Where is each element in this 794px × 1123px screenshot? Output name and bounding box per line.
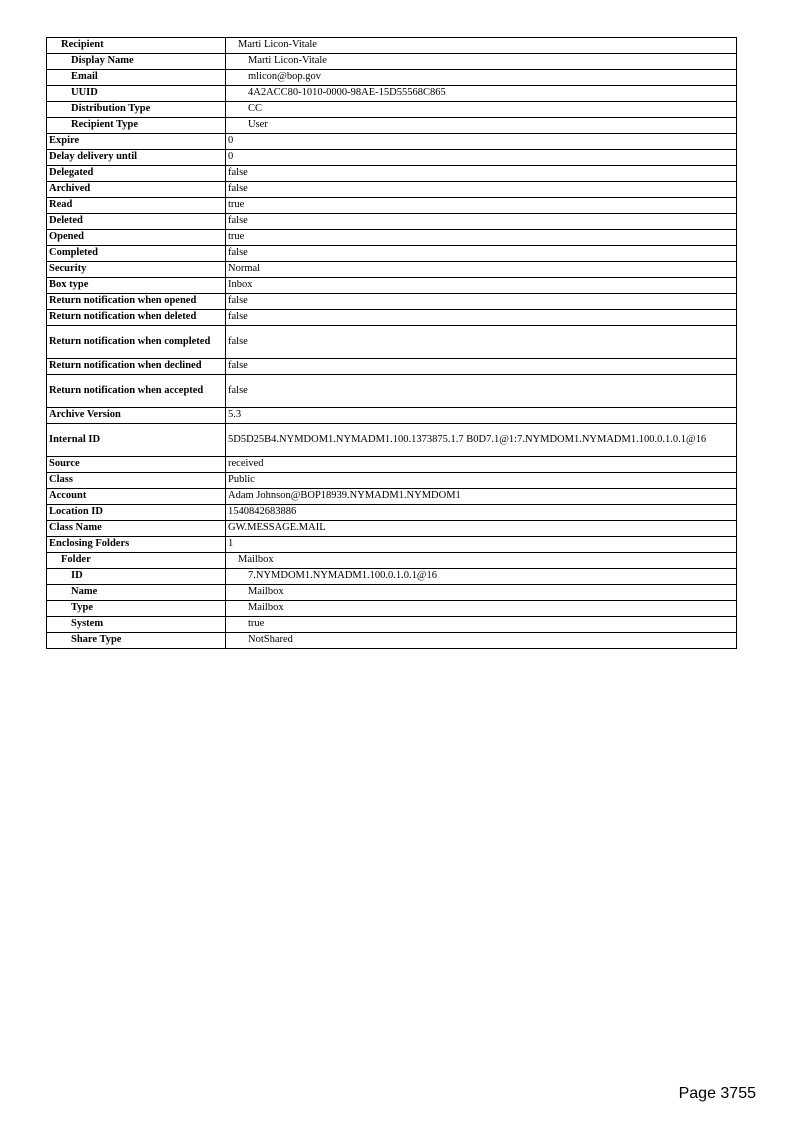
row-value: true — [226, 198, 737, 214]
row-value: 1540842683886 — [226, 505, 737, 521]
row-value: 0 — [226, 150, 737, 166]
table-row — [47, 537, 737, 553]
row-value: 5D5D25B4.NYMDOM1.NYMADM1.100.1373875.1.7 B0D7.1@1:7.NYMDOM1.NYMADM1.100.0.1.0.1@16 — [226, 424, 737, 457]
row-label: Recipient — [47, 38, 226, 54]
row-value: Mailbox — [226, 601, 737, 617]
row-value: false — [226, 310, 737, 326]
row-value: false — [226, 182, 737, 198]
row-value: false — [226, 359, 737, 375]
table-row — [47, 553, 737, 569]
row-label: Share Type — [47, 633, 226, 649]
row-label: Expire — [47, 134, 226, 150]
properties-table — [46, 37, 737, 649]
row-label: Box type — [47, 278, 226, 294]
row-value: false — [226, 326, 737, 359]
table-row — [47, 473, 737, 489]
row-label: Opened — [47, 230, 226, 246]
row-value: Mailbox — [226, 553, 737, 569]
table-row — [47, 294, 737, 310]
row-label: Deleted — [47, 214, 226, 230]
table-row — [47, 617, 737, 633]
table-row — [47, 86, 737, 102]
row-label: Folder — [47, 553, 226, 569]
table-row — [47, 569, 737, 585]
table-row — [47, 198, 737, 214]
row-value: 4A2ACC80-1010-0000-98AE-15D55568C865 — [226, 86, 737, 102]
row-value: Adam Johnson@BOP18939.NYMADM1.NYMDOM1 — [226, 489, 737, 505]
row-label: Internal ID — [47, 424, 226, 457]
row-label: Archive Version — [47, 408, 226, 424]
row-label: Read — [47, 198, 226, 214]
table-row — [47, 38, 737, 54]
row-value: true — [226, 617, 737, 633]
row-value: 0 — [226, 134, 737, 150]
table-row — [47, 601, 737, 617]
row-value: 1 — [226, 537, 737, 553]
row-label: UUID — [47, 86, 226, 102]
table-row — [47, 489, 737, 505]
row-label: Security — [47, 262, 226, 278]
row-label: Class Name — [47, 521, 226, 537]
row-value: Normal — [226, 262, 737, 278]
row-label: Location ID — [47, 505, 226, 521]
page-number: Page 3755 — [678, 1085, 756, 1102]
row-label: Return notification when opened — [47, 294, 226, 310]
row-value: false — [226, 214, 737, 230]
row-value: CC — [226, 102, 737, 118]
row-label: Email — [47, 70, 226, 86]
table-row — [47, 408, 737, 424]
row-value: Marti Licon-Vitale — [226, 38, 737, 54]
row-label: Return notification when accepted — [47, 375, 226, 408]
table-row — [47, 150, 737, 166]
row-label: System — [47, 617, 226, 633]
row-label: Distribution Type — [47, 102, 226, 118]
row-label: Return notification when declined — [47, 359, 226, 375]
row-value: received — [226, 457, 737, 473]
row-label: Archived — [47, 182, 226, 198]
row-value: false — [226, 294, 737, 310]
table-row — [47, 375, 737, 408]
table-row — [47, 214, 737, 230]
table-row — [47, 118, 737, 134]
table-row — [47, 585, 737, 601]
row-label: Source — [47, 457, 226, 473]
table-row — [47, 633, 737, 649]
table-row — [47, 424, 737, 457]
table-row — [47, 246, 737, 262]
table-row — [47, 505, 737, 521]
row-label: Account — [47, 489, 226, 505]
row-label: ID — [47, 569, 226, 585]
row-value: Marti Licon-Vitale — [226, 54, 737, 70]
table-row — [47, 54, 737, 70]
table-row — [47, 457, 737, 473]
table-row — [47, 359, 737, 375]
table-row — [47, 70, 737, 86]
table-row — [47, 102, 737, 118]
row-value: GW.MESSAGE.MAIL — [226, 521, 737, 537]
row-value: Inbox — [226, 278, 737, 294]
row-value: Public — [226, 473, 737, 489]
row-label: Return notification when deleted — [47, 310, 226, 326]
row-value: true — [226, 230, 737, 246]
table-row — [47, 326, 737, 359]
table-row — [47, 262, 737, 278]
row-label: Delegated — [47, 166, 226, 182]
row-label: Return notification when completed — [47, 326, 226, 359]
table-row — [47, 166, 737, 182]
row-value: false — [226, 246, 737, 262]
table-row — [47, 521, 737, 537]
row-value: mlicon@bop.gov — [226, 70, 737, 86]
table-row — [47, 182, 737, 198]
row-label: Class — [47, 473, 226, 489]
row-value: User — [226, 118, 737, 134]
table-row — [47, 230, 737, 246]
row-label: Type — [47, 601, 226, 617]
row-value: 7.NYMDOM1.NYMADM1.100.0.1.0.1@16 — [226, 569, 737, 585]
row-label: Completed — [47, 246, 226, 262]
row-label: Recipient Type — [47, 118, 226, 134]
table-row — [47, 134, 737, 150]
row-value: false — [226, 166, 737, 182]
row-value: Mailbox — [226, 585, 737, 601]
table-row — [47, 310, 737, 326]
row-label: Enclosing Folders — [47, 537, 226, 553]
row-value: false — [226, 375, 737, 408]
row-value: NotShared — [226, 633, 737, 649]
row-label: Delay delivery until — [47, 150, 226, 166]
table-row — [47, 278, 737, 294]
row-label: Display Name — [47, 54, 226, 70]
row-label: Name — [47, 585, 226, 601]
row-value: 5.3 — [226, 408, 737, 424]
